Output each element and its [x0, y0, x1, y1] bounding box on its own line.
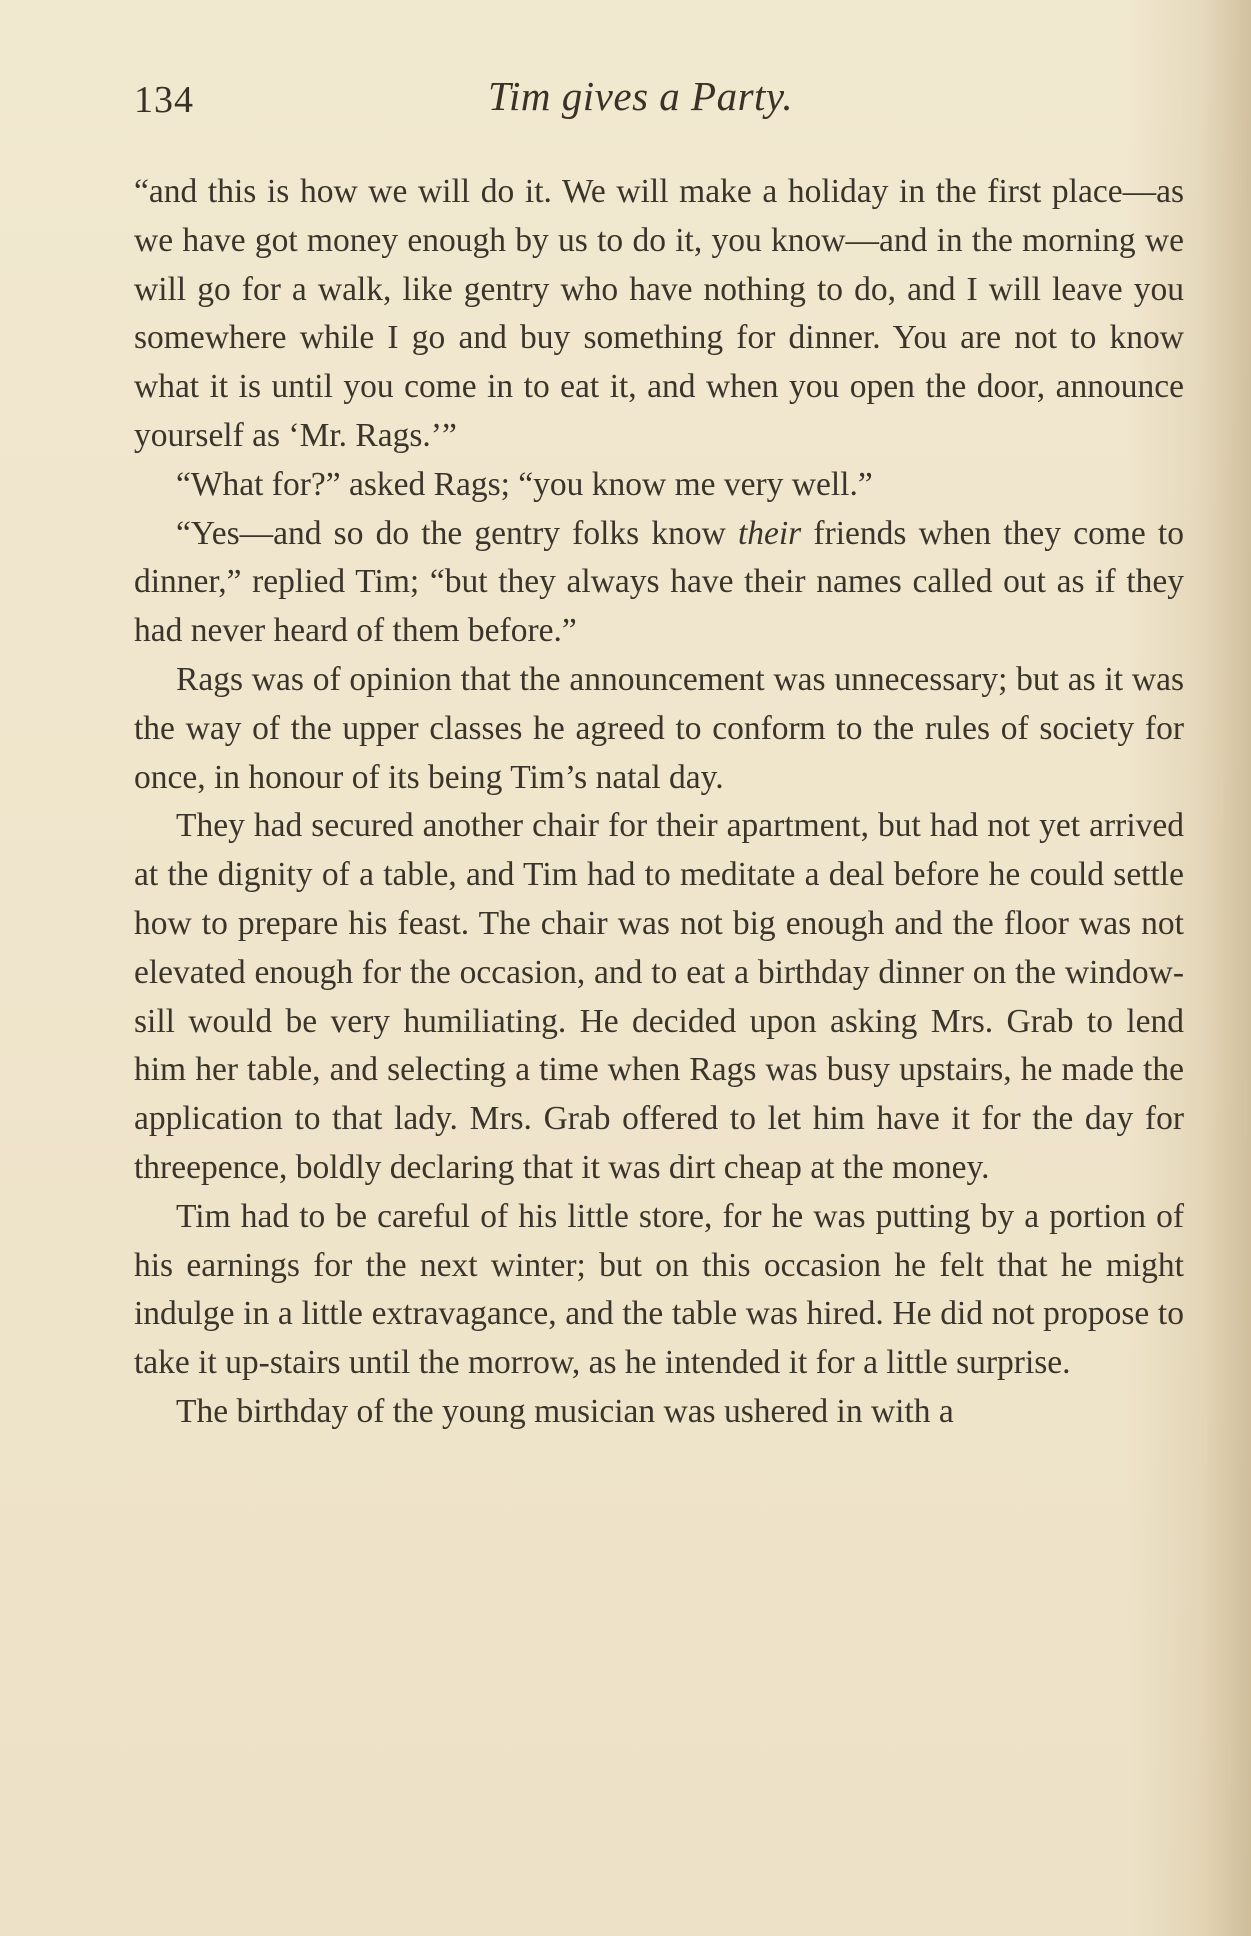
paragraph-2: “What for?” asked Rags; “you know me very well.” [176, 465, 873, 503]
running-title: Tim gives a Party. [488, 73, 794, 119]
body-text [134, 168, 1184, 1437]
paragraph-1: “and this is how we will do it. We will make a holiday in the first place—as we have got money enough by us to do it, you know—and in the morning we will go for a walk, like gentry who have nothing to do, and I will leave you somewhere while I go and buy something for dinner. You are not to know what it is until you come in to eat it, and when you open the door, announce yourself as ‘Mr. Rags.’” [134, 173, 1184, 454]
paragraph-7: The birthday of the young musician was ushered in with a [176, 1392, 954, 1430]
paragraph-3 [134, 510, 1184, 656]
paragraph-4: Rags was of opinion that the announcement was unnecessary; but as it was the way of the upper classes he agreed to conform to the rules of society for once, in honour of its being Tim’s natal day. [134, 660, 1184, 796]
paragraph-3-after: friends when they come to dinner,” replied Tim; “but they always have their names called out as if they had never heard of them before.” [134, 514, 1184, 650]
page-header [134, 72, 1184, 132]
emphasized-word: their [737, 514, 802, 552]
paragraph-5: They had secured another chair for their apartment, but had not yet arrived at the dignity of a table, and Tim had to meditate a deal before he could settle how to prepare his feast. The chair was not big enough and the floor was not elevated enough for the occasion, and to eat a birthday dinner on the window-sill would be very humiliating. He decided upon asking Mrs. Grab to lend him her table, and selecting a time when Rags was busy upstairs, he made the application to that lady. Mrs. Grab offered to let him have it for the day for threepence, boldly declaring that it was dirt cheap at the money. [134, 807, 1184, 1186]
page-number: 134 [134, 79, 194, 121]
paragraph-6: Tim had to be careful of his little store, for he was putting by a portion of his earnings for the next winter; but on this occasion he felt that he might indulge in a little extravagance, and the table was hired. He did not propose to take it up-stairs until the morrow, as he intended it for a little surprise. [134, 1197, 1184, 1382]
paragraph-3-before: “Yes—and so do the gentry folks know [176, 514, 738, 552]
